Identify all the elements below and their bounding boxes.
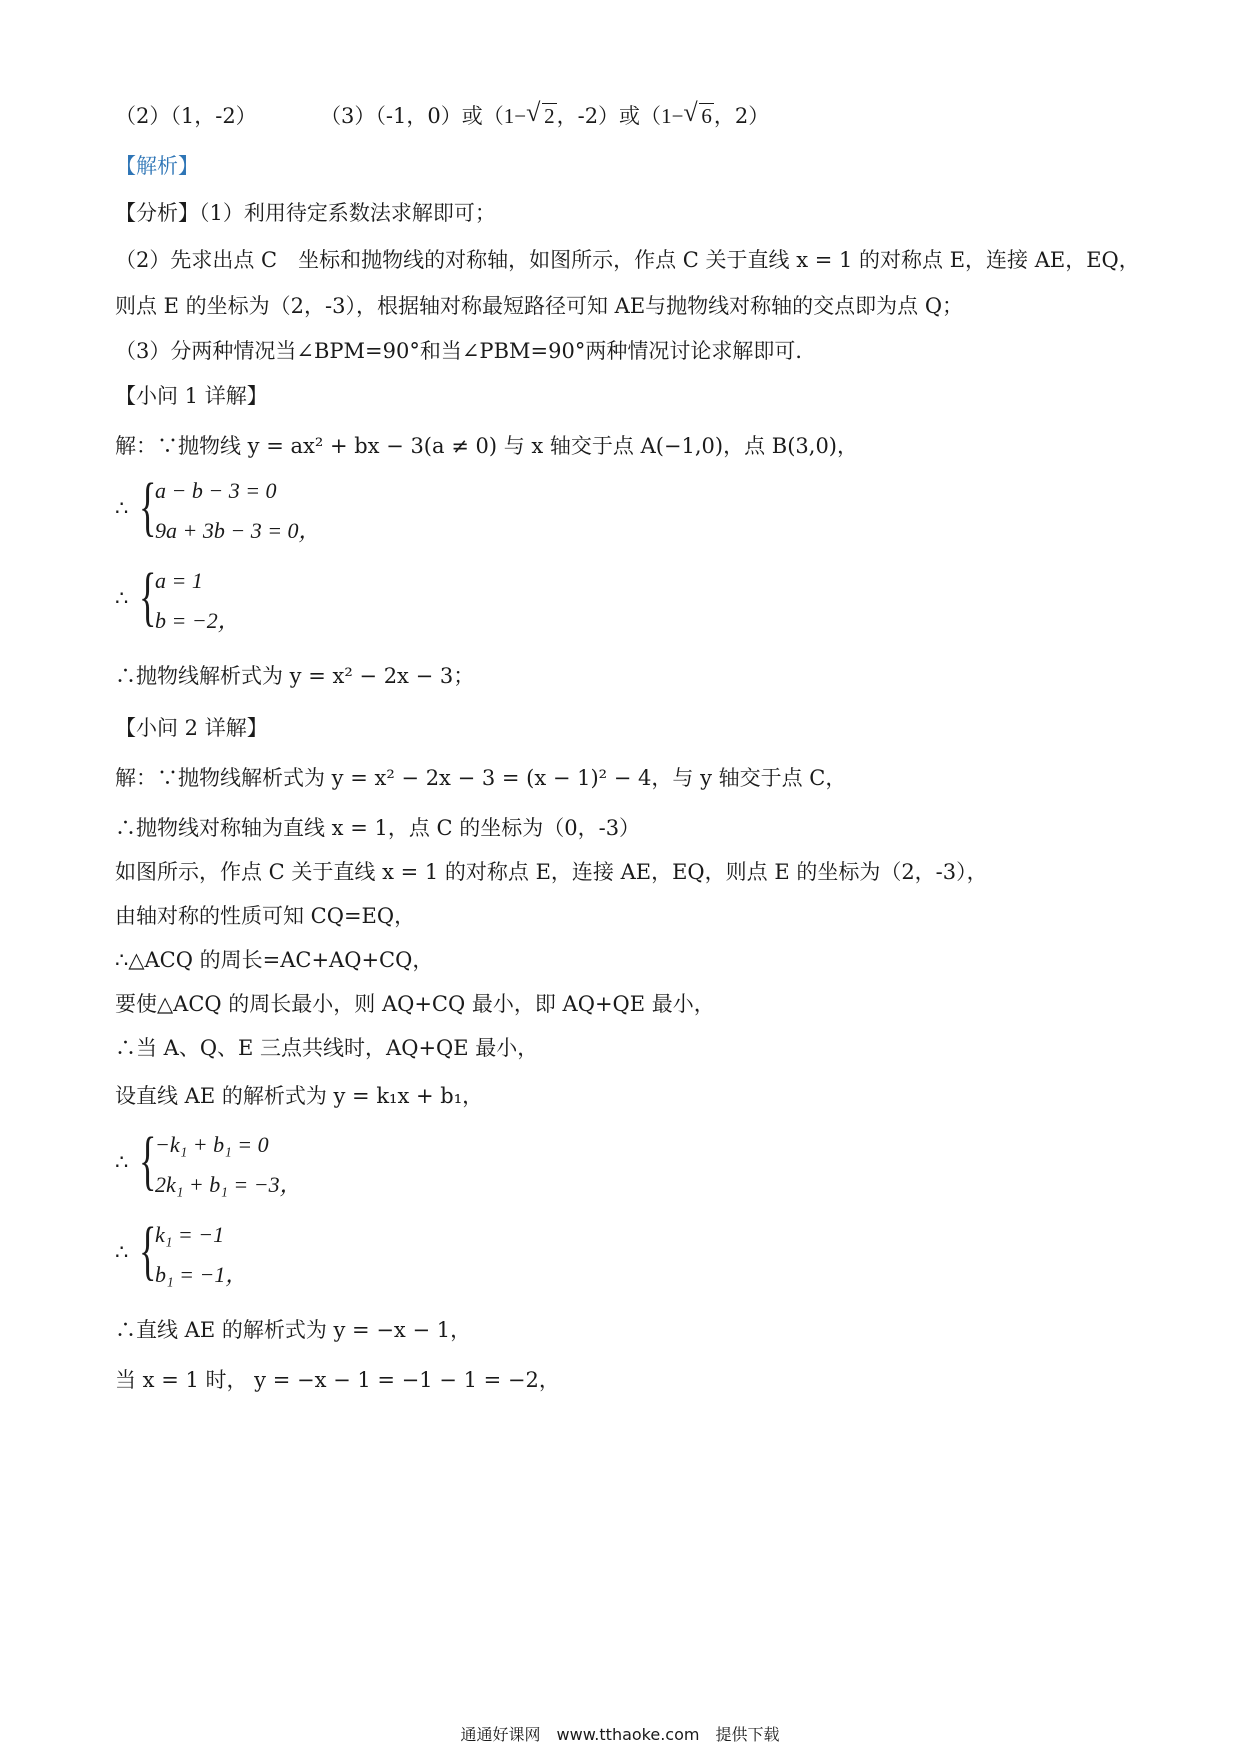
q2-line-1: 解：∵抛物线解析式为 y = x² − 2x − 3 = (x − 1)² − 4，与 y 轴交于点 C， (115, 766, 847, 790)
q2-line-7: ∴当 A、Q、E 三点共线时，AQ+QE 最小， (115, 1036, 539, 1060)
left-brace: { (139, 1214, 157, 1287)
therefore-symbol: ∴ (115, 496, 129, 520)
answer-part3-b: 1− (503, 104, 527, 128)
analysis-line-1 (115, 203, 496, 224)
system-equation: a = 1 (155, 568, 203, 593)
analysis-p2: （2）先求出点 C 坐标和抛物线的对称轴，如图所示，作点 C 关于直线 x = 1 的对称点 E，连接 AE，EQ， (115, 248, 1140, 272)
analysis-p1: （1）利用待定系数法求解即可； (199, 201, 496, 225)
therefore-symbol: ∴ (115, 1240, 129, 1264)
answer-part3-e: ，2） (713, 104, 770, 128)
sqrt-2: √ 2 (526, 98, 555, 128)
left-brace: { (139, 560, 157, 633)
system-equation: b = −2， (155, 608, 240, 633)
system-equation: −k₁ + b₁ = 0 (155, 1132, 269, 1157)
analysis-p4: （3）分两种情况当∠BPM=90°和当∠PBM=90°两种情况讨论求解即可． (115, 339, 817, 363)
answer-part3-c: ，-2）或（ (556, 104, 662, 128)
q2-line-4: 由轴对称的性质可知 CQ=EQ， (115, 904, 416, 928)
left-brace: { (139, 470, 157, 543)
footer-source: 通通好课网 www.tthaoke.com 提供下载 (460, 1725, 780, 1744)
sqrt-6: √ 6 (683, 98, 712, 128)
answer-part3-d: 1− (661, 104, 684, 128)
answer-part2: （2）（1，-2） (115, 104, 257, 128)
q2-line-6: 要使△ACQ 的周长最小，则 AQ+CQ 最小，即 AQ+QE 最小， (115, 992, 715, 1016)
system-equation: b₁ = −1， (155, 1262, 248, 1287)
q2-title: 【小问 2 详解】 (115, 716, 268, 740)
q2-line-2: ∴抛物线对称轴为直线 x = 1，点 C 的坐标为（0，-3） (115, 816, 641, 840)
analysis-title: 【分析】 (115, 201, 199, 225)
q1-title: 【小问 1 详解】 (115, 384, 268, 408)
q2-line-5: ∴△ACQ 的周长=AC+AQ+CQ， (115, 948, 434, 972)
system-equation: 2k₁ + b₁ = −3， (155, 1172, 302, 1197)
system-equation: a − b − 3 = 0 (155, 478, 277, 503)
q1-line-2: ∴抛物线解析式为 y = x² − 2x − 3； (115, 664, 475, 688)
therefore-symbol: ∴ (115, 1150, 129, 1174)
q2-line-8: 设直线 AE 的解析式为 y = k₁x + b₁， (115, 1084, 484, 1108)
analysis-p3: 则点 E 的坐标为（2，-3），根据轴对称最短路径可知 AE与抛物线对称轴的交点即为点 Q； (115, 294, 964, 318)
left-brace: { (139, 1124, 157, 1197)
q1-line-1: 解：∵抛物线 y = ax² + bx − 3(a ≠ 0) 与 x 轴交于点 A(−1,0)，点 B(3,0)， (115, 434, 858, 458)
therefore-symbol: ∴ (115, 586, 129, 610)
q2-line-10: 当 x = 1 时， y = −x − 1 = −1 − 1 = −2， (115, 1368, 560, 1392)
answer-line (115, 98, 770, 128)
system-equation: 9a + 3b − 3 = 0， (155, 518, 321, 543)
answer-part3-a: （3）（-1，0）或（ (320, 104, 504, 128)
jiexi-label: 【解析】 (115, 154, 199, 178)
q2-line-9: ∴直线 AE 的解析式为 y = −x − 1， (115, 1318, 472, 1342)
system-equation: k₁ = −1 (155, 1222, 225, 1247)
q2-line-3: 如图所示，作点 C 关于直线 x = 1 的对称点 E，连接 AE，EQ，则点 E 的坐标为（2，-3）， (115, 860, 988, 884)
